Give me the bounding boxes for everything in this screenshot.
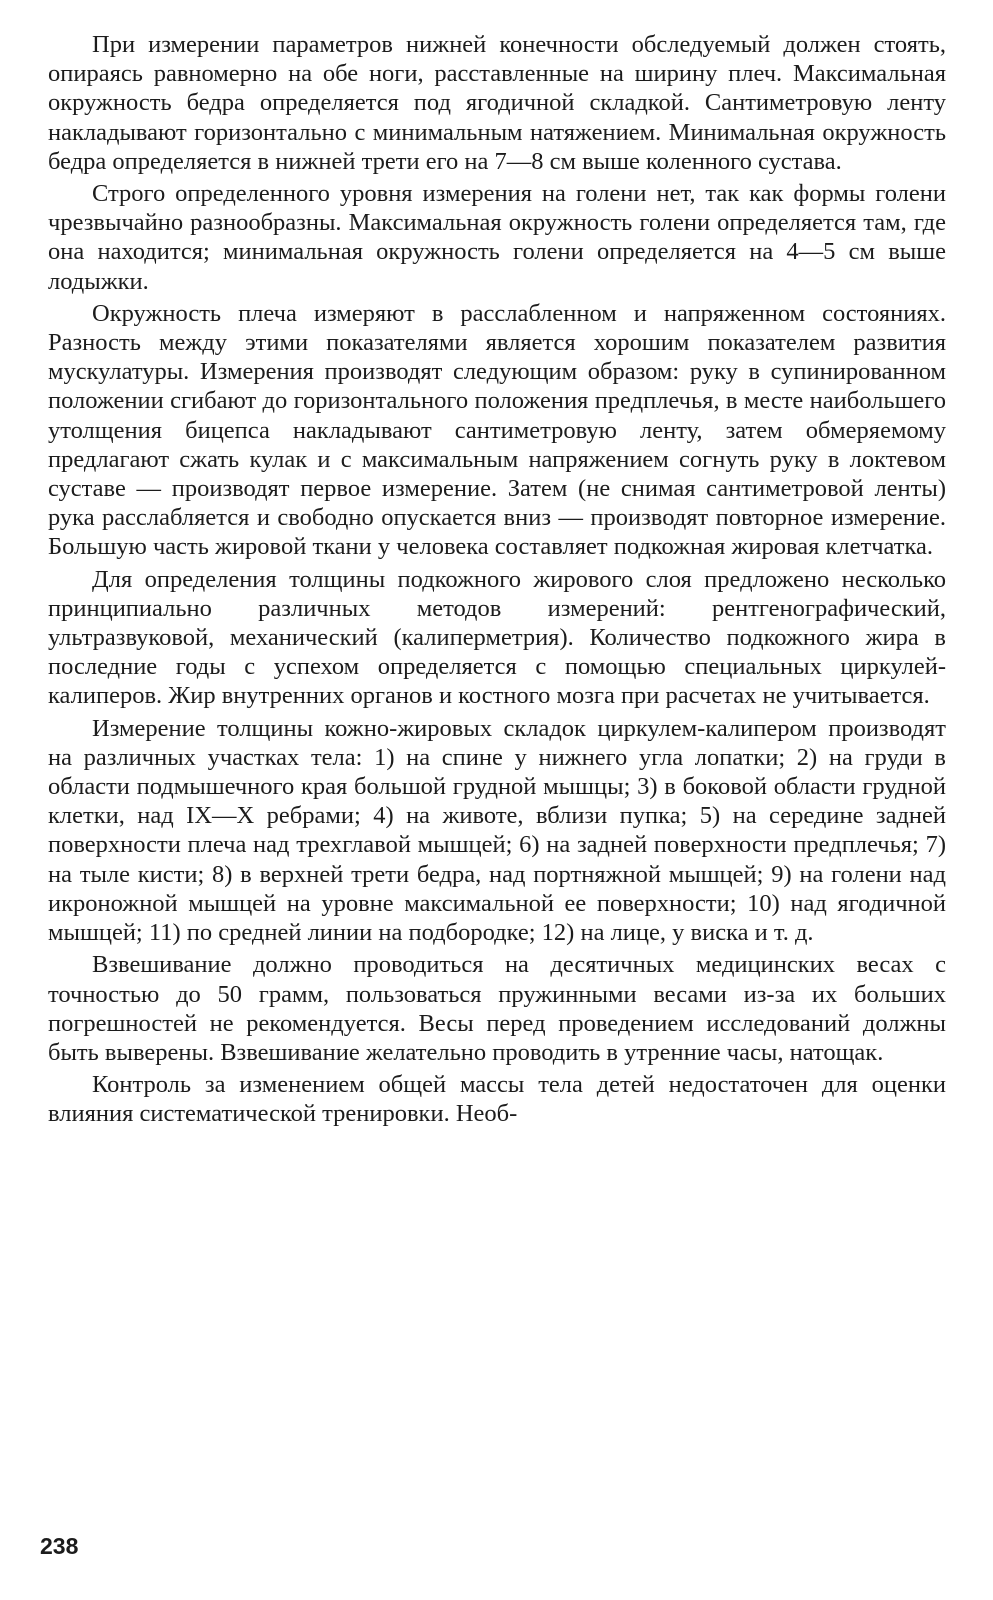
paragraph-lower-limb: При измерении параметров нижней конечности обследуемый должен стоять, опираясь равномерно на обе ноги, расставленные на ширину плеч. Максимальная окружность бедра определяется под ягодичной складкой. Сантиметровую ленту накладывают горизонтально с минимальным натяжением. Минимальная окружность бедра определяется в нижней трети его на 7—8 см выше коленного сустава. [48, 31, 946, 175]
paragraph-subcutaneous-fat: Для определения толщины подкожного жирового слоя предложено несколько принципиально различных методов измерений: рентгенографический, ультразвуковой, механический (калиперметрия). Количество подкожного жира в последние годы с успехом определяется с помощью специальных циркулей-калиперов. Жир внутренних органов и костного мозга при расчетах не учитывается. [48, 565, 946, 710]
paragraph-shin: Строго определенного уровня измерения на голени нет, так как формы голени чрезвычайно разнообразны. Максимальная окружность голени определяется там, где она находится; минимальная окружность голени определяется на 4—5 см выше лодыжки. [48, 180, 946, 295]
page-number: 238 [40, 1533, 79, 1559]
paragraph-skinfold-sites: Измерение толщины кожно-жировых складок циркулем-калипером производят на различных участках тела: 1) на спине у нижнего угла лопатки; 2) на груди в области подмышечного края большой грудной мышцы; 3) в боковой области грудной клетки, над IX—X ребрами; 4) на животе, вблизи пупка; 5) на середине задней поверхности плеча над трехглавой мышцей; 6) на задней поверхности предплечья; 7) на тыле кисти; 8) в верхней трети бедра, над портняжной мышцей; 9) на голени над икроножной мышцей на уровне максимальной ее поверхности; 10) над ягодичной мышцей; 11) по средней линии на подбородке; 12) на лице, у виска и т. д. [48, 714, 946, 947]
page-body [48, 30, 946, 1132]
paragraph-body-mass-control: Контроль за изменением общей массы тела детей недостаточен для оценки влияния систематической тренировки. Необ- [48, 1071, 946, 1128]
paragraph-arm-circumference: Окружность плеча измеряют в расслабленном и напряженном состояниях. Разность между этими показателями является хорошим показателем развития мускулатуры. Измерения производят следующим образом: руку в супинированном положении сгибают до горизонтального положения предплечья, в месте наибольшего утолщения бицепса накладывают сантиметровую ленту, затем обмеряемому предлагают сжать кулак и с максимальным напряжением согнуть руку в локтевом суставе — производят первое измерение. Затем (не снимая сантиметровой ленты) рука расслабляется и свободно опускается вниз — производят повторное измерение. Большую часть жировой ткани у человека составляет подкожная жировая клетчатка. [48, 299, 946, 561]
paragraph-weighing: Взвешивание должно проводиться на десятичных медицинских весах с точностью до 50 грамм, пользоваться пружинными весами из-за их больших погрешностей не рекомендуется. Весы перед проведением исследований должны быть выверены. Взвешивание желательно проводить в утренние часы, натощак. [48, 951, 946, 1066]
